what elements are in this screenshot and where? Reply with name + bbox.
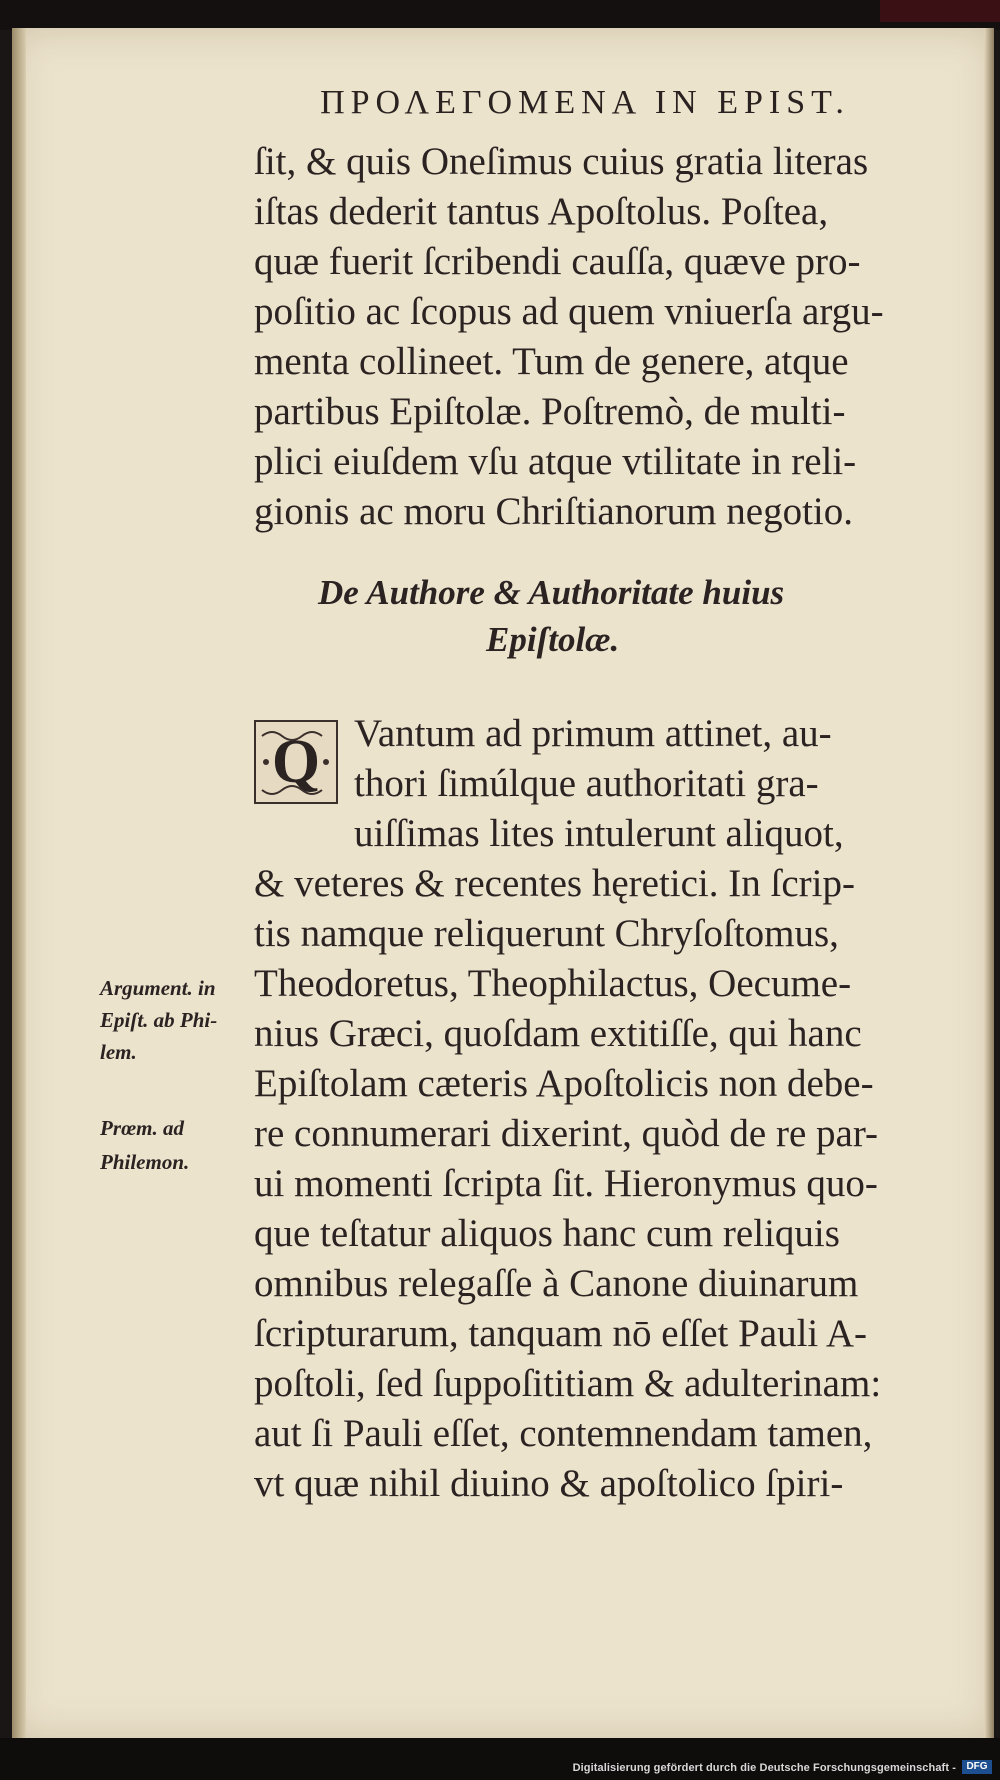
dfg-logo: DFG bbox=[962, 1760, 992, 1774]
text-line: quæ fuerit ſcribendi cauſſa, quæve pro- bbox=[254, 240, 861, 283]
text-line: iſtas dederit tantus Apoſtolus. Poſtea, bbox=[254, 190, 829, 233]
text-line: ſcripturarum, tanquam nō eſſet Pauli A- bbox=[254, 1312, 868, 1355]
text-line: aut ſi Pauli eſſet, contemnendam tamen, bbox=[254, 1412, 873, 1455]
text-line: poſitio ac ſcopus ad quem vniuerſa argu- bbox=[254, 290, 884, 333]
decorated-initial bbox=[254, 720, 338, 804]
section-heading-continued: Epiſtolæ. bbox=[486, 620, 620, 659]
text-line: Theodoretus, Theophilactus, Oecume- bbox=[254, 962, 852, 1005]
margin-note: Argument. in bbox=[100, 976, 216, 1000]
text-line: que teſtatur aliquos hanc cum reliquis bbox=[254, 1212, 840, 1255]
text-line: menta collineet. Tum de genere, atque bbox=[254, 340, 849, 383]
text-line: partibus Epiſtolæ. Poſtremò, de multi- bbox=[254, 390, 846, 433]
initial-letter: Q bbox=[271, 728, 321, 796]
digitization-credit: Digitalisierung gefördert durch die Deutsche Forschungsgemeinschaft - bbox=[572, 1762, 956, 1774]
scan-top-border bbox=[0, 0, 1000, 30]
text-line: ui momenti ſcripta ſit. Hieronymus quo- bbox=[254, 1162, 878, 1205]
section-heading: De Authore & Authoritate huius bbox=[318, 573, 785, 612]
margin-note: Epiſt. ab Phi- bbox=[100, 1008, 218, 1032]
text-line: plici eiuſdem vſu atque vtilitate in reli- bbox=[254, 440, 857, 483]
initial-ornament-icon bbox=[256, 722, 336, 802]
text-line: Vantum ad primum attinet, au- bbox=[354, 712, 832, 755]
scan-binding-corner bbox=[880, 0, 1000, 22]
text-line: uiſſimas lites intulerunt aliquot, bbox=[354, 812, 844, 855]
text-line: ſit, & quis Oneſimus cuius gratia literas bbox=[254, 140, 869, 183]
running-head: ΠΡΟΛΕΓΟΜΕΝΑ IN EPIST. bbox=[320, 84, 850, 121]
margin-note: Prœm. ad bbox=[100, 1116, 184, 1140]
page-edge-shadow bbox=[984, 28, 994, 1738]
text-line: & veteres & recentes hęretici. In ſcrip- bbox=[254, 862, 855, 905]
margin-note: Philemon. bbox=[100, 1150, 190, 1174]
text-line: omnibus relegaſſe à Canone diuinarum bbox=[254, 1262, 859, 1305]
page-gutter-shadow bbox=[12, 28, 26, 1738]
text-line: nius Græci, quoſdam extitiſſe, qui hanc bbox=[254, 1012, 862, 1055]
text-line: vt quæ nihil diuino & apoſtolico ſpiri- bbox=[254, 1462, 844, 1505]
text-line: poſtoli, ſed ſuppoſititiam & adulterinam: bbox=[254, 1362, 882, 1405]
text-line: Epiſtolam cæteris Apoſtolicis non debe- bbox=[254, 1062, 874, 1105]
text-line: tis namque reliquerunt Chryſoſtomus, bbox=[254, 912, 839, 955]
text-line: thori ſimúlque authoritati gra- bbox=[354, 762, 819, 805]
text-line: gionis ac moru Chriſtianorum negotio. bbox=[254, 490, 853, 533]
margin-note: lem. bbox=[100, 1040, 137, 1064]
text-line: re connumerari dixerint, quòd de re par- bbox=[254, 1112, 879, 1155]
